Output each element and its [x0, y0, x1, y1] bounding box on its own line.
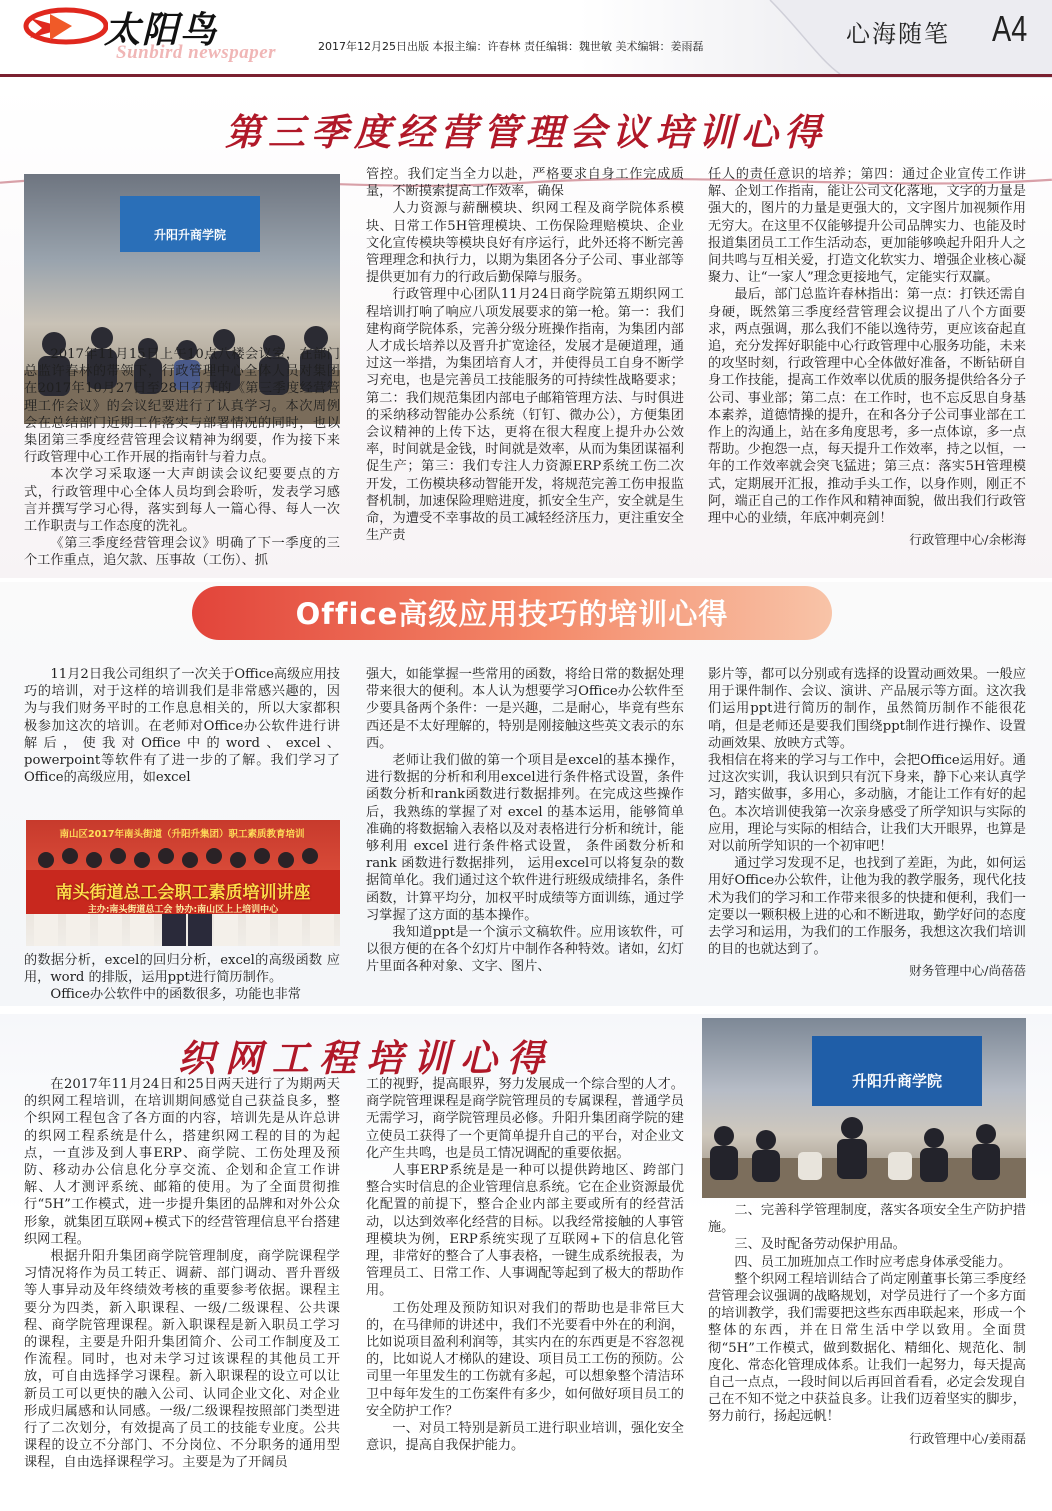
paragraph: 四、员工加班加点工作时应考虑身体承受能力。 — [734, 1254, 1012, 1270]
article-3-col-1 — [24, 1076, 340, 1472]
sunbird-logo-icon — [10, 6, 108, 50]
article-2-photo — [26, 820, 340, 946]
masthead — [0, 0, 1052, 78]
article-1-col-1 — [24, 346, 340, 570]
paragraph: 任人的责任意识的培养；第四：通过企业宣传工作讲解、企划工作指南，能让公司文化落地，文字的力量是强大的，图片的力量是更强大的，文字图片加视频作用无穷大。在这里不仅能够提升公司品牌实力、也能及时报道集团员工工作生活动态，更加能够唤起升阳升人之间共鸣与互相关爱，打造文化软实力、增强企业核心凝聚力、让“一家人”理念更接地气，定能实行双赢。 — [708, 167, 1026, 286]
paragraph: 三、及时配备劳动保护用品。 — [734, 1237, 906, 1253]
photo-banner-main: 南头街道总工会职工素质培训讲座 — [55, 883, 311, 903]
article-2-col-1-top — [24, 666, 340, 786]
article-3-col-3 — [708, 1202, 1026, 1447]
article-1-col-3 — [708, 166, 1026, 548]
page-number: A4 — [992, 8, 1028, 49]
paragraph: 强大，如能掌握一些常用的函数，将给日常的数据处理带来很大的便利。本人认为想要学习Office办公软件至少要具备两个条件：一是兴趣，二是耐心，毕竟有些东西还是不太好理解的，特别是刚接触这些英文表示的东西。 — [366, 667, 684, 751]
paragraph: 工伤处理及预防知识对我们的帮助也是非常巨大的，在马律师的讲述中，我们不光要看中外在的利润，比如说项目盈利利润等，其实内在的东西更是不容忽视的，比如说人才梯队的建设、项目员工工伤的预防。公司里一年里发生的工伤就有多起，可以想象整个清洁环卫中每年发生的工伤案件有多少，如何做好项目员工的安全防护工作？ — [366, 1300, 684, 1419]
article-3-col-2 — [366, 1076, 684, 1454]
logo-chinese: 太阳鸟 — [104, 9, 219, 51]
article-2-title: Office高级应用技巧的培训心得 — [295, 597, 729, 631]
paragraph: 影片等，都可以分别或有选择的设置动画效果。一般应用于课件制作、会议、演讲、产品展示等方面。这次我们运用ppt进行简历的制作，虽然简历制作不能很花哨，但是老师还是要我们围绕ppt制作进行操作、设置动画效果、放映方式等。 — [708, 667, 1026, 751]
paragraph: 《第三季度经营管理会议》明确了下一季度的三个工作重点，追欠款、压事故（工伤）、抓 — [24, 536, 340, 569]
paragraph: 二、完善科学管理制度，落实各项安全生产防护措施。 — [708, 1203, 1026, 1236]
classroom-screen: 升阳升商学院 — [812, 1036, 982, 1106]
paragraph: Office办公软件中的函数很多，功能也非常 — [50, 987, 301, 1003]
paragraph: 最后，部门总监许春林指出：第一点：打铁还需自身硬，既然第三季度经营管理会议提出了八个方面要求，两点强调，那么我们不能以逸待劳，更应该奋起直追，充分发挥好职能中心行政管理中心服务功能，未来的攻坚时刻，行政管理中心全体做好准备，不断钻研自身工作技能，提高工作效率以优质的服务提供给各分子公司、事业部；第二点：在工作时，也不忘反思自身基本素养，道德情操的提升，在和各分子公司事业部在工作上的沟通上，站在多角度思考，多一点体谅，多一点帮助。少抱怨一点，每天提升工作效率，持之以恒，一年的工作效率就会突飞猛进；第三点：落实5H管理模式，定期展开汇报，推动手头工作，以身作则，刚正不阿，端正自己的工作作风和精神面貌，做出我们行政管理中心的业绩，年底冲刺亮剑！ — [708, 287, 1026, 527]
article-1 — [0, 84, 1052, 578]
article-2-col-1-bottom — [24, 952, 340, 1004]
paragraph: 11月2日我公司组织了一次关于Office高级应用技巧的培训，对于这样的培训我们是非常感兴趣的，因为与我们财务平时的工作息息相关的，所以大家都积极参加这次的培训。在老师对Office办公软件进行讲解后，使我对Office中的word、excel、powerpoint等软件有了进一步的了解。我们学习了Office的高级应用，如excel — [24, 667, 340, 786]
article-1-signature: 行政管理中心/余彬海 — [909, 532, 1026, 548]
publication-meta: 2017年12月25日出版 本报主编：许春林 责任编辑：魏世敏 美术编辑：姜雨磊 — [318, 40, 704, 53]
article-2-signature: 财务管理中心/尚蓓蓓 — [909, 963, 1026, 979]
article-1-title: 第三季度经营管理会议培训心得 — [0, 102, 1052, 200]
paragraph: 2017年11月15日上午10点八楼会议室，在部门总监许春林的带领下，行政管理中心全体人员对集团在2017年10月27日至28日召开的《第三季度经营管理工作会议》的会议纪要进行了认真学习。本次周例会在总结部门近期工作落实与部署情况的同时，也以集团第三季度经营管理会议精神为纲要，作为接下来行政管理中心工作开展的指南针与着力点。 — [24, 347, 340, 466]
paragraph: 老师让我们做的第一个项目是excel的基本操作，进行数据的分析和利用excel进行条件格式设置，条件函数分析和rank函数进行数据排列。在完成这些操作后，我熟练的掌握了对 excel 的基本运用，能够简单准确的将数据输入表格以及对表格进行分析和统计，能够利用 excel 进行条件格式设置， 条件函数分析和 rank 函数进行数据排列， 运用excel可以将复杂的数据简单化。我们通过这个软件进行班级成绩排名，条件函数，计算平均分，加权平时成绩等方面训练，通过学习掌握了这方面的基本操作。 — [366, 753, 684, 923]
article-3-photo — [702, 1018, 1026, 1198]
classroom-people-figures — [702, 1088, 1026, 1198]
masthead-rule — [0, 74, 1052, 77]
paragraph: 人力资源与薪酬模块、织网工程及商学院体系模块、日常工作5H管理模块、工伤保险理赔模块、企业文化宣传模块等模块良好有序运行，此外还将不断完善管理理念和执行力，以期为集团各分子公司、事业部等提供更加有力的行政后勤保障与服务。 — [366, 201, 684, 286]
photo-banner-sub: 主办:南头街道总工会 协办:南山区上上培训中心 — [87, 905, 279, 915]
meeting-screen: 升阳升商学院 — [120, 196, 260, 252]
paragraph: 本次学习采取逐一大声朗读会议纪要要点的方式，行政管理中心全体人员均到会聆听，发表学习感言并撰写学习心得，落实到每人一篇心得、每人一次工作职责与工作态度的洗礼。 — [24, 467, 340, 535]
paragraph: 一、对员工特别是新员工进行职业培训，强化安全意识，提高自我保护能力。 — [366, 1421, 684, 1454]
paragraph: 整个织网工程培训结合了尚定刚董事长第三季度经营管理会议强调的战略规划，对学员进行了一个多方面的培训教学，我们需要把这些东西串联起来，形成一个整体的东西，并在日常生活中学以致用。全面贯彻“5H”工作模式，做到数据化、精细化、规范化、制度化、常态化管理成体系。让我们一起努力，每天提高自己一点点，一段时间以后再回首看看，必定会发现自己在不知不觉之中获益良多。让我们迈着坚实的脚步，努力前行，扬起远帆！ — [708, 1271, 1026, 1425]
paragraph: 根据升阳升集团商学院管理制度，商学院课程学习情况将作为员工转正、调薪、部门调动、晋升晋级等人事异动及年终绩效考核的重要参考依据。课程主要分为四类，新入职课程、一级/二级课程、公共课程、商学院管理课程。新入职课程是新入职员工学习的课程，主要是升阳升集团简介、公司工作制度及工作流程。同时，也对未学习过该课程的其他员工开放，可自由选择学习课程。新入职课程的设立可以让新员工可以更快的融入公司、认同企业文化、对企业形成归属感和认同感。一级/二级课程按照部门类型进行了二次划分，有效提高了员工的技能专业度。公共课程的设立不分部门、不分岗位、不分职务的通用型课程，自由选择课程学习。主要是为了开阔员 — [24, 1249, 340, 1471]
paragraph: 我知道ppt是一个演示文稿软件。应用该软件，可以很方便的在各个幻灯片中制作各种特效。诸如，幻灯片里面各种对象、文字、图片、 — [366, 925, 684, 975]
paragraph: 人事ERP系统是是一种可以提供跨地区、跨部门整合实时信息的企业管理信息系统。它在企业资源最优化配置的前提下，整合企业内部主要或所有的经营活动，以达到效率化经营的目标。以我经常接触的人事管理模块为例，ERP系统实现了互联网+下的信息化管理，非常好的整合了人事表格，一键生成系统报表，为管理员工、日常工作、人事调配等起到了极大的帮助作用。 — [366, 1163, 684, 1299]
paragraph: 工的视野，提高眼界，努力发展成一个综合型的人才。商学院管理课程是商学院管理员的专属课程，普通学员无需学习，商学院管理员必修。升阳升集团商学院的建立使员工获得了一个更简单提升自己的平台，对企业文化产生共鸣，也是员工情况调配的重要依据。 — [366, 1077, 684, 1161]
paragraph: 行政管理中心团队11月24日商学院第五期织网工程培训打响了响应八项发展要求的第一枪。第一：我们建构商学院体系，完善分级分班操作指南，为集团内部人才成长培养以及晋升扩宽途径，发展才是硬道理，通过这一举措，为集团培育人才，并使得员工自身不断学习充电，也是完善员工技能服务的可持续性战略要求；第二：我们规范集团内部电子邮箱管理方法、与时俱进的采纳移动智能办公系统（钉钉、微办公），方便集团会议精神的上传下达，更将在很大程度上提升办公效率，时间就是金钱，时间就是效率，从而为集团谋福利促生产；第三：我们专注人力资源ERP系统工伤二次开发，工伤模块移动智能开发，将规范完善工伤申报监督机制，加速保险理赔进度，抓安全生产，安全就是生命，为遭受不幸事故的员工减轻经济压力，更注重安全生产责 — [366, 287, 684, 544]
article-1-col-2 — [366, 166, 684, 544]
logo-english: Sunbird newspaper — [116, 42, 277, 63]
paragraph: 管控。我们定当全力以赴，严格要求自身工作完成质量，不断摸索提高工作效率，确保 — [366, 167, 684, 200]
article-3-signature: 行政管理中心/姜雨磊 — [909, 1430, 1026, 1446]
paragraph: 的数据分析，excel的回归分析，excel的高级函数 应用，word 的排版，运用ppt进行简历制作。 — [24, 953, 340, 986]
paragraph: 通过学习发现不足，也找到了差距，为此，如何运用好Office办公软件，让他为我的教学服务，现代化技术为我们的学习和工作带来很多的快捷和便利，我们一定要以一颗积极上进的心和不断进取，勤学好问的态度去学习和运用，为我们的工作服务，我想这次我们培训的目的也就达到了。 — [708, 856, 1026, 958]
article-2-col-2 — [366, 666, 684, 976]
photo-banner-top: 南山区2017年南头街道（升阳升集团）职工素质教育培训 — [59, 829, 305, 840]
paragraph: 在2017年11月24日和25日两天进行了为期两天的织网工程培训，在培训期间感觉自己获益良多，整个织网工程包含了各方面的内容，培训先是从许总讲的织网工程系统是什么，搭建织网工程的目的为起点，一直涉及到人事ERP、商学院、工伤处理及预防、移动办公信息化分享交流、企划和企宣工作讲解、人才测评系统、邮箱的使用。为了全面贯彻推行“5H”工作模式，进一步提升集团的品牌和对外公众形象，就集团互联网+模式下的经营管理信息平台搭建织网工程。 — [24, 1077, 340, 1247]
article-3-title: 织网工程培训心得 — [178, 1036, 554, 1080]
paragraph: 我相信在将来的学习与工作中，会把Office运用好。通过这次实训，我认识到只有沉下身来，静下心来认真学习，踏实做事，多用心，多动脑，才能让工作有好的起色。本次培训使我第一次亲身感受了所学知识与实际的应用，理论与实际的相结合，让我们大开眼界，也算是对以前所学知识的一个初审吧！ — [708, 753, 1026, 855]
article-2-col-3 — [708, 666, 1026, 980]
column-name: 心海随笔 — [846, 20, 950, 48]
